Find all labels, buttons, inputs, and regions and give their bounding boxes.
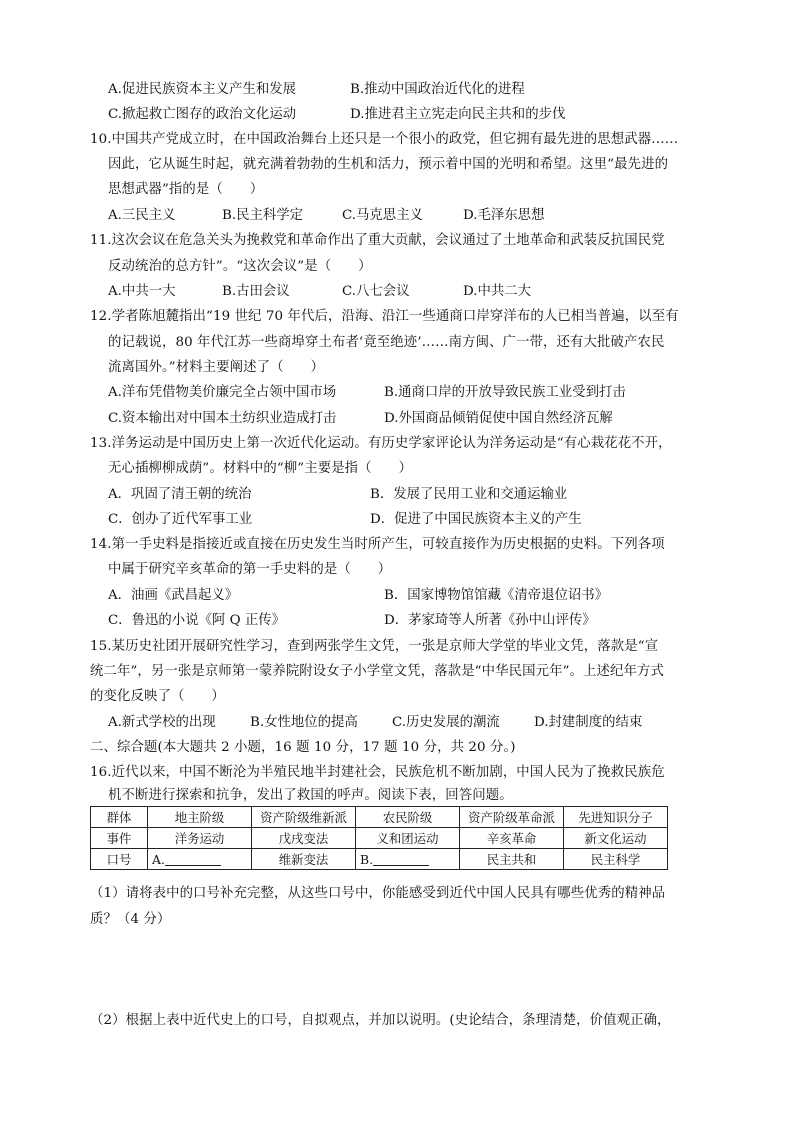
table-row: [91, 849, 668, 870]
blank-label-b: B.: [360, 851, 374, 867]
blank-label-a: A.: [152, 851, 165, 867]
q16-stem-line-2: 机不断进行探索和抗争，发出了救国的呼声。阅读下表，回答问题。: [108, 788, 513, 803]
q13-option-d: D．促进了中国民族资本主义的产生: [370, 512, 582, 527]
q12-option-b: B.通商口岸的开放导致民族工业受到打击: [384, 385, 626, 400]
q15-stem-line-3: 的变化反映了（ ）: [90, 689, 225, 704]
q16-sub1-line-2: 质？（4 分）: [90, 912, 171, 927]
q15-option-a: A.新式学校的出现: [108, 715, 216, 730]
table-cell: 戊戌变法: [252, 828, 356, 849]
q11-option-c: C.八七会议: [342, 284, 410, 299]
table-cell: 维新变法: [252, 849, 356, 870]
q11-option-a: A.中共一大: [108, 284, 176, 299]
q10-option-b: B.民主科学定: [222, 208, 304, 223]
q9-option-a: A.促进民族资本主义产生和发展: [108, 82, 297, 97]
q13-stem-line-1: 13.洋务运动是中国历史上第一次近代化运动。有历史学家评论认为洋务运动是“有心栽花花不开，: [90, 436, 672, 451]
table-row: [91, 807, 668, 828]
q9-option-c: C.掀起救亡图存的政治文化运动: [108, 107, 297, 122]
table-cell: 地主阶级: [148, 807, 252, 828]
q12-stem-line-1: 12.学者陈旭麓指出“19 世纪 70 年代后，沿海、沿江一些通商口岸穿洋布的人已相当普遍，以至有: [90, 309, 679, 324]
q15-option-c: C.历史发展的潮流: [392, 715, 500, 730]
table-cell: 新文化运动: [564, 828, 668, 849]
q13-option-b: B．发展了民用工业和交通运输业: [370, 487, 568, 502]
q11-option-b: B.古田会议: [222, 284, 290, 299]
q14-option-d: D．茅家琦等人所著《孙中山评传》: [384, 613, 596, 628]
table-cell: 辛亥革命: [460, 828, 564, 849]
blank-line-b[interactable]: [373, 852, 429, 866]
table-cell: 群体: [91, 807, 148, 828]
q14-option-b: B．国家博物馆馆藏《清帝退位诏书》: [384, 588, 609, 603]
q13-option-a: A．巩固了清王朝的统治: [108, 487, 252, 502]
table-cell: 民主共和: [460, 849, 564, 870]
q15-option-b: B.女性地位的提高: [250, 715, 358, 730]
q12-stem-line-2: 的记载说，80 年代江苏一些商埠穿土布者‘竟至绝迹’……南方闽、广一带，还有大批破产农民: [108, 335, 665, 350]
blank-line-a[interactable]: [165, 852, 221, 866]
q14-option-a: A．油画《武昌起义》: [108, 588, 239, 603]
q16-stem-line-1: 16.近代以来，中国不断沦为半殖民地半封建社会，民族危机不断加剧，中国人民为了挽救民族危: [90, 765, 665, 780]
table-cell: 先进知识分子: [564, 807, 668, 828]
q11-stem-line-1: 11.这次会议在危急关头为挽救党和革命作出了重大贡献，会议通过了土地革命和武装反抗国民党: [90, 233, 665, 248]
table-cell: 农民阶级: [356, 807, 460, 828]
table-row: [91, 828, 668, 849]
q9-option-b: B.推动中国政治近代化的进程: [350, 82, 525, 97]
q10-option-a: A.三民主义: [108, 208, 176, 223]
q10-option-c: C.马克思主义: [342, 208, 423, 223]
section-2-title: 二、综合题(本大题共 2 小题，16 题 10 分，17 题 10 分，共 20 分。): [90, 740, 516, 755]
q10-option-d: D.毛泽东思想: [463, 208, 545, 223]
table-cell: 事件: [91, 828, 148, 849]
q11-stem-line-2: 反动统治的总方针”。“这次会议”是（ ）: [108, 259, 372, 274]
slogan-blank-b-cell[interactable]: [356, 849, 460, 870]
q13-option-c: C．创办了近代军事工业: [108, 512, 253, 527]
q10-stem-line-1: 10.中国共产党成立时，在中国政治舞台上还只是一个很小的政党，但它拥有最先进的思想武器……: [90, 132, 679, 147]
table-cell: 义和团运动: [356, 828, 460, 849]
q16-sub2-line-1: （2）根据上表中近代史上的口号，自拟观点，并加以说明。(史论结合，条理清楚，价值观正确，: [90, 1013, 671, 1028]
q10-stem-line-3: 思想武器”指的是（ ）: [108, 182, 264, 197]
q15-stem-line-2: 统二年”，另一张是京师第一蒙养院附设女子小学堂文凭，落款是“中华民国元年”。上述纪年方式: [90, 664, 664, 679]
table-cell: 民主科学: [564, 849, 668, 870]
q10-stem-line-2: 因此，它从诞生时起，就充满着勃勃的生机和活力，预示着中国的光明和希望。这里“最先进的: [108, 157, 669, 172]
table-cell: 洋务运动: [148, 828, 252, 849]
q16-sub1-line-1: （1）请将表中的口号补充完整，从这些口号中，你能感受到近代中国人民具有哪些优秀的精神品: [90, 886, 666, 901]
q9-option-d: D.推进君主立宪走向民主共和的步伐: [350, 107, 566, 122]
q11-option-d: D.中共二大: [463, 284, 532, 299]
q13-stem-line-2: 无心插柳柳成荫”。材料中的“柳”主要是指（ ）: [108, 461, 413, 476]
slogan-blank-a-cell[interactable]: [148, 849, 252, 870]
q12-option-c: C.资本输出对中国本土纺织业造成打击: [108, 411, 337, 426]
table-cell: 口号: [91, 849, 148, 870]
q14-stem-line-2: 中属于研究辛亥革命的第一手史料的是（ ）: [108, 562, 392, 577]
table-cell: 资产阶级维新派: [252, 807, 356, 828]
q14-option-c: C．鲁迅的小说《阿 Q 正传》: [108, 613, 286, 628]
table-cell: 资产阶级革命派: [460, 807, 564, 828]
q14-stem-line-1: 14.第一手史料是指接近或直接在历史发生当时所产生，可较直接作为历史根据的史料。下列各项: [90, 537, 665, 552]
q12-option-d: D.外国商品倾销促使中国自然经济瓦解: [384, 411, 613, 426]
q15-option-d: D.封建制度的结束: [534, 715, 643, 730]
q15-stem-line-1: 15.某历史社团开展研究性学习，查到两张学生文凭，一张是京师大学堂的毕业文凭，落款是“宣: [90, 639, 659, 654]
q12-stem-line-3: 流离国外。”材料主要阐述了（ ）: [108, 360, 325, 375]
q12-option-a: A.洋布凭借物美价廉完全占领中国市场: [108, 385, 337, 400]
slogan-table: [90, 806, 668, 870]
